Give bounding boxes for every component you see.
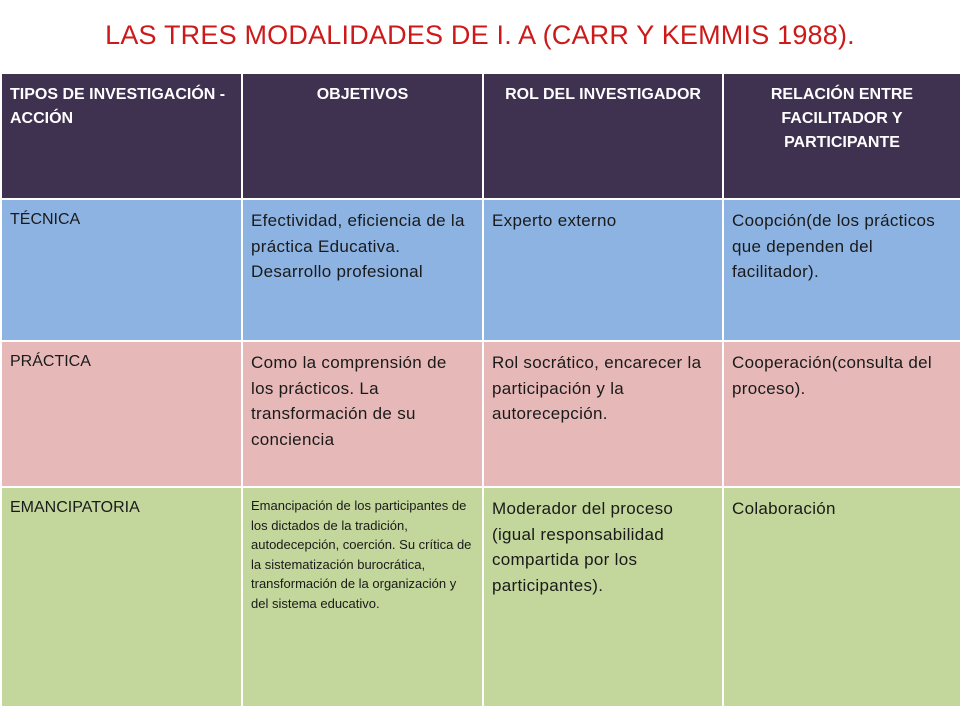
table-row-tecnica	[1, 199, 960, 341]
header-rol: ROL DEL INVESTIGADOR	[483, 73, 723, 199]
cell-tipo: EMANCIPATORIA	[1, 487, 242, 707]
table-row-practica	[1, 341, 960, 487]
cell-rol: Experto externo	[483, 199, 723, 341]
slide-title: LAS TRES MODALIDADES DE I. A (CARR Y KEMMIS 1988).	[105, 20, 855, 50]
cell-rol: Moderador del proceso (igual responsabilidad compartida por los participantes).	[483, 487, 723, 707]
header-tipos: TIPOS DE INVESTIGACIÓN - ACCIÓN	[1, 73, 242, 199]
cell-rol: Rol socrático, encarecer la participación y la autorecepción.	[483, 341, 723, 487]
cell-objetivos: Emancipación de los participantes de los dictados de la tradición, autodecepción, coerción. Su crítica de la sistematización burocrática, transformación de la organización y del sistema educativo.	[242, 487, 483, 707]
cell-objetivos: Efectividad, eficiencia de la práctica Educativa. Desarrollo profesional	[242, 199, 483, 341]
modalities-table	[0, 72, 960, 708]
cell-objetivos: Como la comprensión de los prácticos. La transformación de su conciencia	[242, 341, 483, 487]
cell-relacion: Coopción(de los prácticos que dependen del facilitador).	[723, 199, 960, 341]
cell-tipo: PRÁCTICA	[1, 341, 242, 487]
header-objetivos: OBJETIVOS	[242, 73, 483, 199]
cell-relacion: Colaboración	[723, 487, 960, 707]
cell-relacion: Cooperación(consulta del proceso).	[723, 341, 960, 487]
header-relacion: RELACIÓN ENTRE FACILITADOR Y PARTICIPANTE	[723, 73, 960, 199]
table-header-row	[1, 73, 960, 199]
table-row-emancipatoria	[1, 487, 960, 707]
cell-tipo: TÉCNICA	[1, 199, 242, 341]
